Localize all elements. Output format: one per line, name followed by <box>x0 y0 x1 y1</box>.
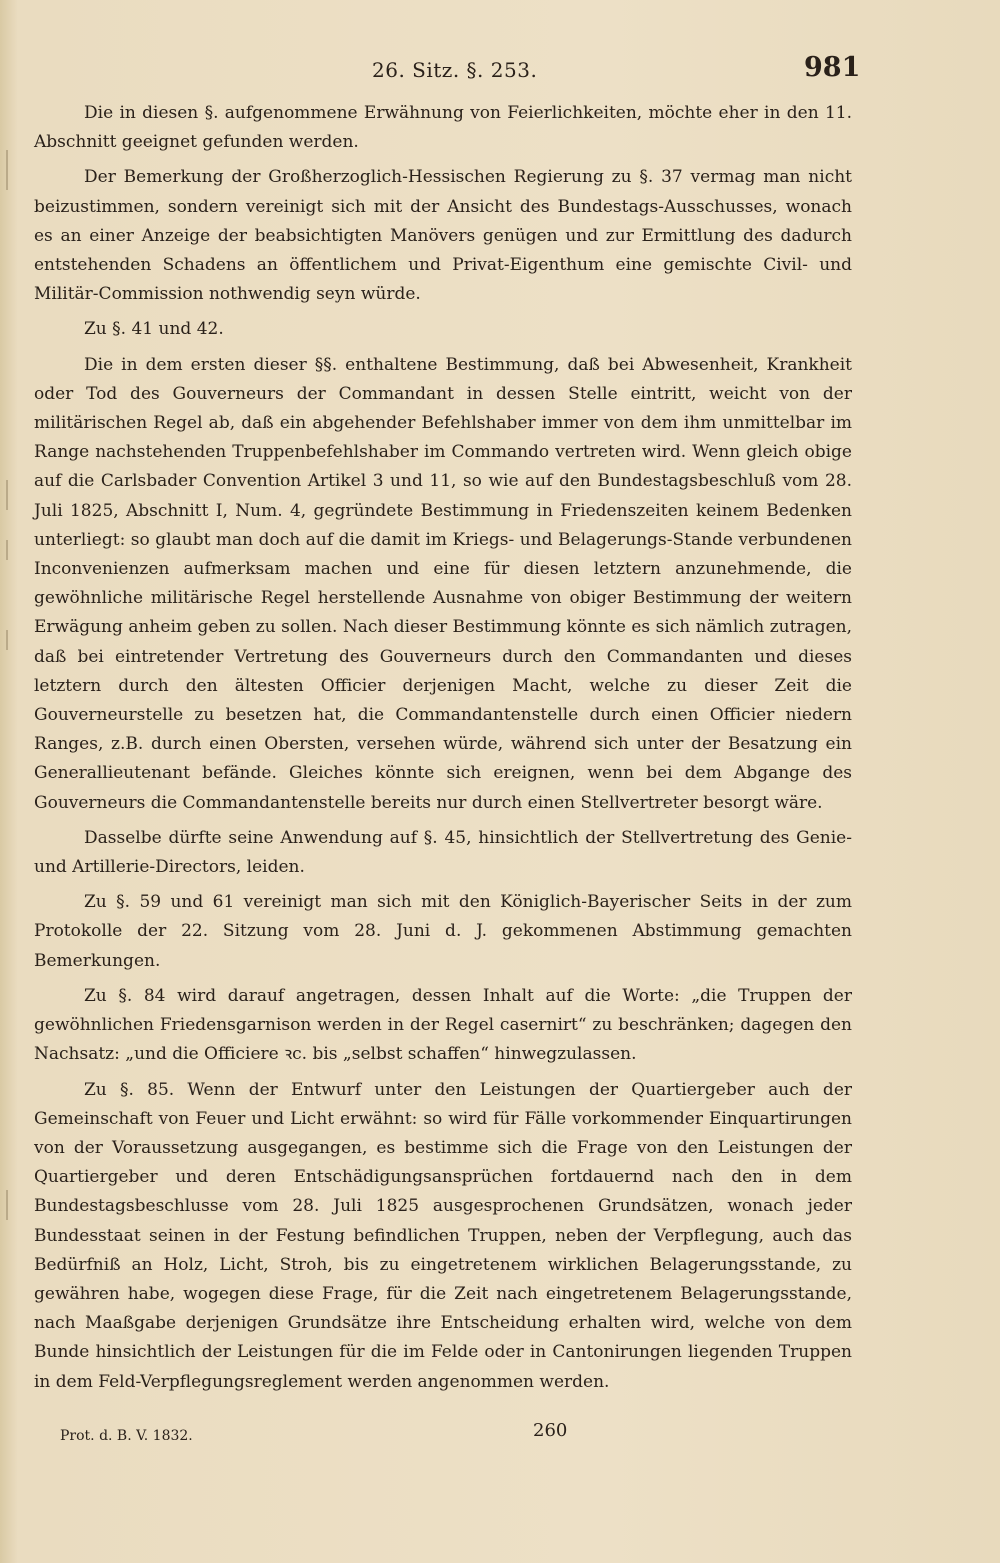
paragraph: Die in dem ersten dieser §§. enthaltene Bestimmung, daß bei Abwesenheit, Krankheit oder Tod des Gouverneurs der Commandant in dessen Stelle eintritt, weicht von der militärischen Regel ab, daß ein abgehender Befehlshaber immer von dem ihm unmittelbar im Range nachstehenden Truppenbefehlshaber im Commando vertreten wird. Wenn gleich obige auf die Carlsbader Convention Artikel 3 und 11, so wie auf den Bundestagsbeschluß vom 28. Juli 1825, Abschnitt I, Num. 4, gegründete Bestimmung in Friedenszeiten keinem Bedenken unterliegt: so glaubt man doch auf die damit im Kriegs- und Belagerungs-Stande verbundenen Inconvenienzen aufmerksam machen und eine für diesen letztern anzunehmende, die gewöhnliche militärische Regel herstellende Ausnahme von obiger Bestimmung der weitern Erwägung anheim geben zu sollen. Nach dieser Bestimmung könnte es sich nämlich zutragen, daß bei eintretender Vertretung des Gouverneurs durch den Commandanten und dieses letztern durch den ältesten Officier derjenigen Macht, welche zu dieser Zeit die Gouverneurstelle zu besetzen hat, die Commandantenstelle durch einen Officier niedern Ranges, z.B. durch einen Obersten, versehen würde, während sich unter der Besatzung ein Generallieutenant befände. Gleiches könnte sich ereignen, wenn bei dem Abgange des Gouverneurs die Commandantenstelle bereits nur durch einen Stellvertreter besorgt wäre. <box>34 354 852 813</box>
paragraph: Zu §. 85. Wenn der Entwurf unter den Leistungen der Quartiergeber auch der Gemeinschaft von Feuer und Licht erwähnt: so wird für Fälle vorkommender Einquartirungen von der Voraussetzung ausgegangen, es bestimme sich die Frage von den Leistungen der Quartiergeber und deren Entschädigungsansprüchen fortdauernd nach den in dem Bundestagsbeschlusse vom 28. Juli 1825 ausgesprochenen Grundsätzen, wonach jeder Bundesstaat seinen in der Festung befindlichen Truppen, neben der Verpflegung, auch das Bedürfniß an Holz, Licht, Stroh, bis zu eingetretenem wirklichen Belagerungsstande, zu gewähren habe, wogegen diese Frage, für die Zeit nach eingetretenem Belagerungsstande, nach Maaßgabe derjenigen Grundsätze ihre Entscheidung erhalten wird, welche von dem Bunde hinsichtlich der Leistungen für die im Felde oder in Cantonirungen liegenden Truppen in dem Feld-Verpflegungsreglement werden angenommen werden. <box>34 1079 852 1392</box>
page-edge-mark <box>6 150 8 190</box>
page-edge-mark <box>6 480 8 510</box>
page-edge-mark <box>6 630 8 650</box>
body-text <box>34 99 852 1403</box>
page-number: 981 <box>804 52 861 83</box>
section-heading: Zu §. 41 und 42. <box>84 319 224 340</box>
page-header <box>34 52 861 88</box>
paragraph: Die in diesen §. aufgenommene Erwähnung von Feierlichkeiten, möchte eher in den 11. Abschnitt geeignet gefunden werden. <box>34 103 852 153</box>
paragraph: Dasselbe dürfte seine Anwendung auf §. 45, hinsichtlich der Stellvertretung des Genie- und Artillerie-Directors, leiden. <box>34 827 852 878</box>
signature-mark: 260 <box>533 1420 568 1441</box>
paragraph: Zu §. 59 und 61 vereinigt man sich mit den Königlich-Bayerischer Seits in der zum Protokolle der 22. Sitzung vom 28. Juni d. J. gekommenen Abstimmung gemachten Bemerkungen. <box>34 892 852 971</box>
paragraph: Zu §. 84 wird darauf angetragen, dessen Inhalt auf die Worte: „die Truppen der gewöhnlichen Friedensgarnison werden in der Regel casernirt“ zu beschränken; dagegen den Nachsatz: „und die Officiere ꝛc. bis „selbst schaffen“ hinwegzulassen. <box>34 985 852 1065</box>
page-edge-mark <box>6 540 8 560</box>
page-edge-mark <box>6 1190 8 1220</box>
paragraph: Der Bemerkung der Großherzoglich-Hessischen Regierung zu §. 37 vermag man nicht beizustimmen, sondern vereinigt sich mit der Ansicht des Bundestags-Ausschusses, wonach es an einer Anzeige der beabsichtigten Manövers genügen und zur Ermittlung des dadurch entstehenden Schadens an öffentlichem und Privat-Eigenthum eine gemischte Civil- und Militär-Commission nothwendig seyn würde. <box>34 167 852 305</box>
footer-source: Prot. d. B. V. 1832. <box>60 1428 193 1444</box>
page-footer <box>60 1420 850 1450</box>
running-head: 26. Sitz. §. 253. <box>372 58 538 82</box>
